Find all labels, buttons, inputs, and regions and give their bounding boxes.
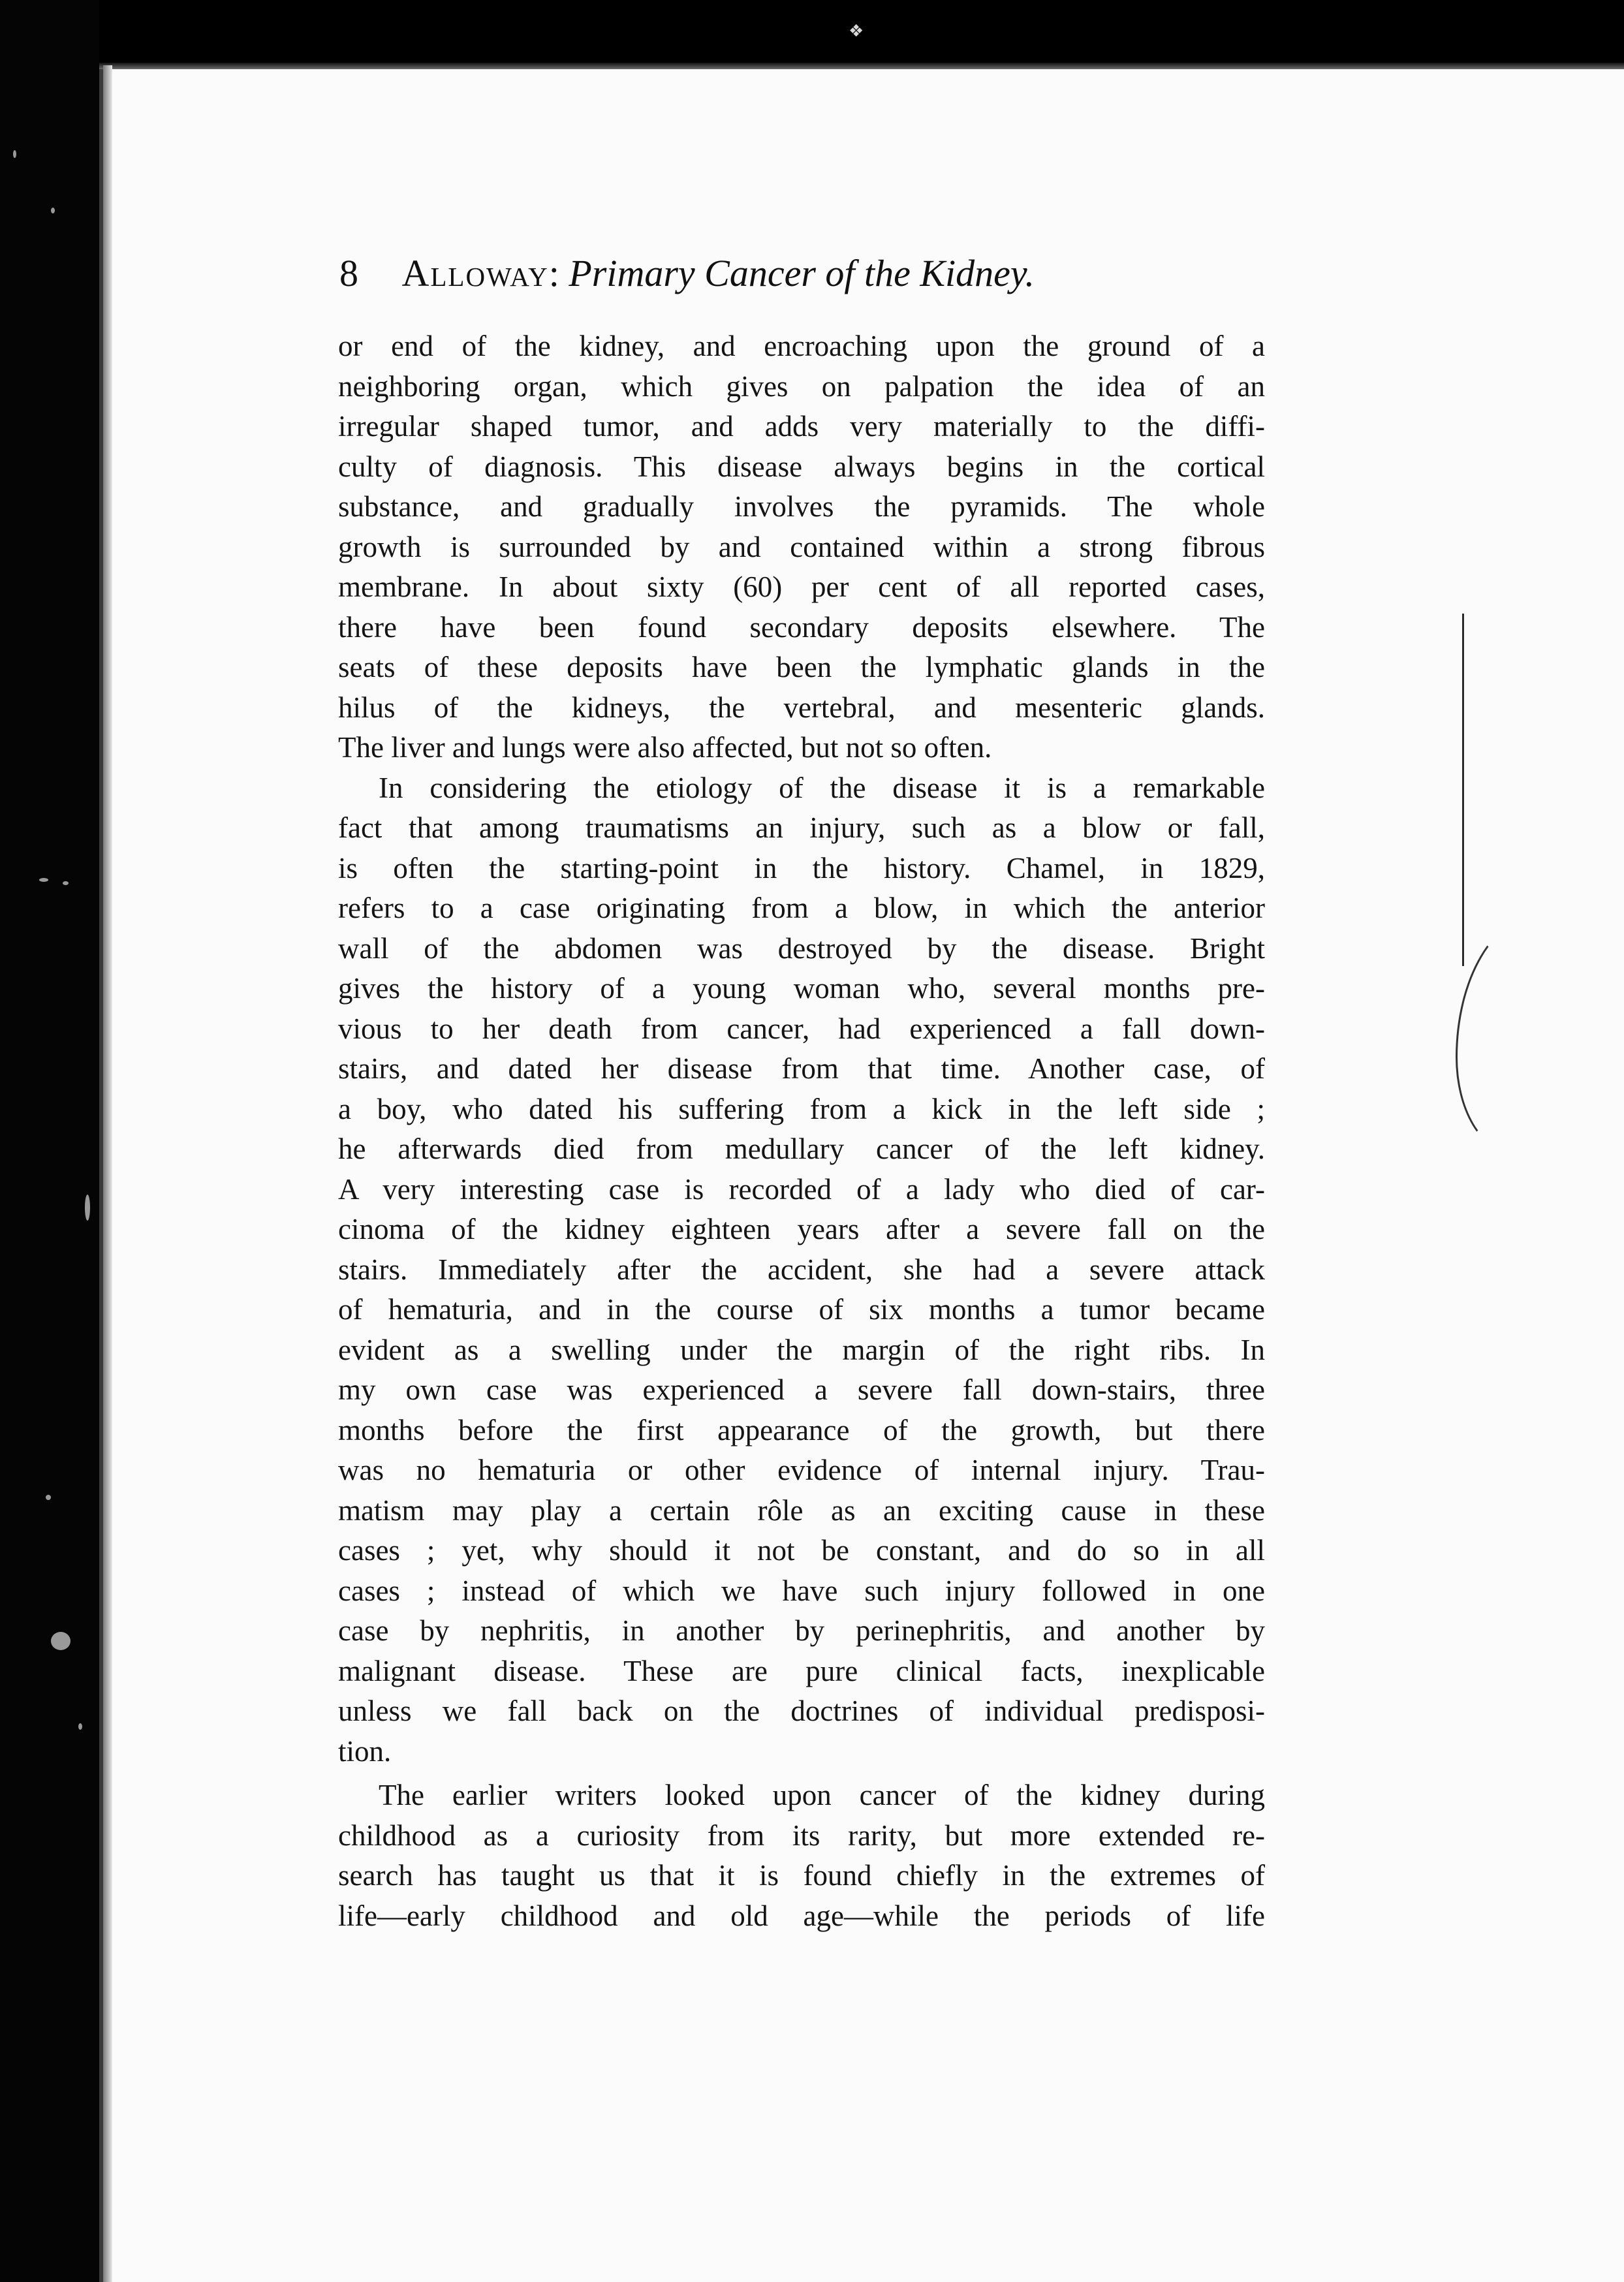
text-line: evident as a swelling under the margin of the right ribs. In [338, 1333, 1265, 1366]
scan-speck [78, 1723, 82, 1730]
paragraph-1 [338, 326, 1265, 768]
scan-speck [51, 1632, 70, 1650]
text-line: was no hematuria or other evidence of internal injury. Trau- [338, 1454, 1265, 1486]
text-line: cinoma of the kidney eighteen years after a severe fall on the [338, 1213, 1265, 1245]
text-line: malignant disease. These are pure clinical facts, inexplicable [338, 1654, 1265, 1687]
text-line: culty of diagnosis. This disease always begins in the cortical [338, 450, 1265, 483]
text-line: or end of the kidney, and encroaching upon the ground of a [338, 330, 1265, 362]
scan-speck [46, 1495, 51, 1500]
scan-speck [85, 1195, 90, 1221]
text-line: childhood as a curiosity from its rarity, but more extended re- [338, 1819, 1265, 1852]
text-line: refers to a case originating from a blow, in which the anterior [338, 892, 1265, 924]
text-line: The liver and lungs were also affected, but not so often. [338, 731, 992, 764]
text-line: search has taught us that it is found chiefly in the extremes of [338, 1859, 1265, 1892]
scan-speck [51, 208, 55, 213]
running-head [339, 251, 1266, 295]
text-line: my own case was experienced a severe fall down-stairs, three [338, 1373, 1265, 1406]
margin-bracket-mark [1462, 614, 1464, 966]
text-line: matism may play a certain rôle as an exciting cause in these [338, 1493, 1265, 1527]
text-line: neighboring organ, which gives on palpation the idea of an [338, 369, 1265, 403]
running-head-title: Primary Cancer of the Kidney. [569, 252, 1035, 294]
paragraph-2 [338, 768, 1265, 1772]
text-line: months before the first appearance of the growth, but there [338, 1413, 1265, 1446]
text-line: a boy, who dated his suffering from a kick in the left side ; [338, 1092, 1265, 1125]
text-line: unless we fall back on the doctrines of individual predisposi- [338, 1695, 1265, 1727]
running-head-author: Alloway [401, 252, 549, 294]
running-head-separator: : [548, 252, 559, 294]
scan-speck [63, 881, 69, 885]
text-line: cases ; instead of which we have such injury followed in one [338, 1574, 1265, 1607]
text-line: cases ; yet, why should it not be constant, and do so in all [338, 1534, 1265, 1567]
page-edge-left [103, 65, 112, 2282]
text-line: A very interesting case is recorded of a lady who died of car- [338, 1172, 1265, 1206]
page-edge-top [99, 63, 1624, 69]
page-number: 8 [339, 252, 358, 294]
text-line: of hematuria, and in the course of six months a tumor became [338, 1293, 1265, 1326]
text-line: stairs. Immediately after the accident, she had a severe attack [338, 1253, 1265, 1286]
text-line: case by nephritis, in another by perinephritis, and another by [338, 1614, 1265, 1647]
scan-speck [13, 150, 16, 158]
text-line: vious to her death from cancer, had experienced a fall down- [338, 1012, 1265, 1045]
text-line: membrane. In about sixty (60) per cent of all reported cases, [338, 570, 1265, 603]
text-line: tion. [338, 1734, 392, 1768]
text-line: wall of the abdomen was destroyed by the disease. Bright [338, 931, 1265, 965]
text-line: is often the starting-point in the history. Chamel, in 1829, [338, 851, 1265, 884]
scan-speck [39, 878, 48, 882]
text-line: hilus of the kidneys, the vertebral, and mesenteric glands. [338, 691, 1265, 724]
text-line: gives the history of a young woman who, several months pre- [338, 972, 1265, 1005]
text-line: irregular shaped tumor, and adds very materially to the diffi- [338, 410, 1265, 443]
text-line: growth is surrounded by and contained within a strong fibrous [338, 530, 1265, 563]
scan-mark-top: ❖ [849, 22, 864, 41]
scan-left-margin [0, 0, 99, 2282]
text-line: he afterwards died from medullary cancer of the left kidney. [338, 1133, 1265, 1165]
text-line: fact that among traumatisms an injury, such as a blow or fall, [338, 811, 1265, 844]
text-line: substance, and gradually involves the pyramids. The whole [338, 490, 1265, 523]
paragraph-3 [338, 1775, 1265, 1936]
body-text [338, 326, 1265, 1936]
text-line: stairs, and dated her disease from that time. Another case, of [338, 1052, 1265, 1085]
text-line: The earlier writers looked upon cancer of the kidney during [379, 1779, 1265, 1811]
text-line: there have been found secondary deposits elsewhere. The [338, 610, 1265, 644]
text-line: seats of these deposits have been the lymphatic glands in the [338, 651, 1265, 683]
text-line: In considering the etiology of the disease it is a remarkable [379, 771, 1265, 804]
text-line: life—early childhood and old age—while the periods of life [338, 1899, 1265, 1932]
